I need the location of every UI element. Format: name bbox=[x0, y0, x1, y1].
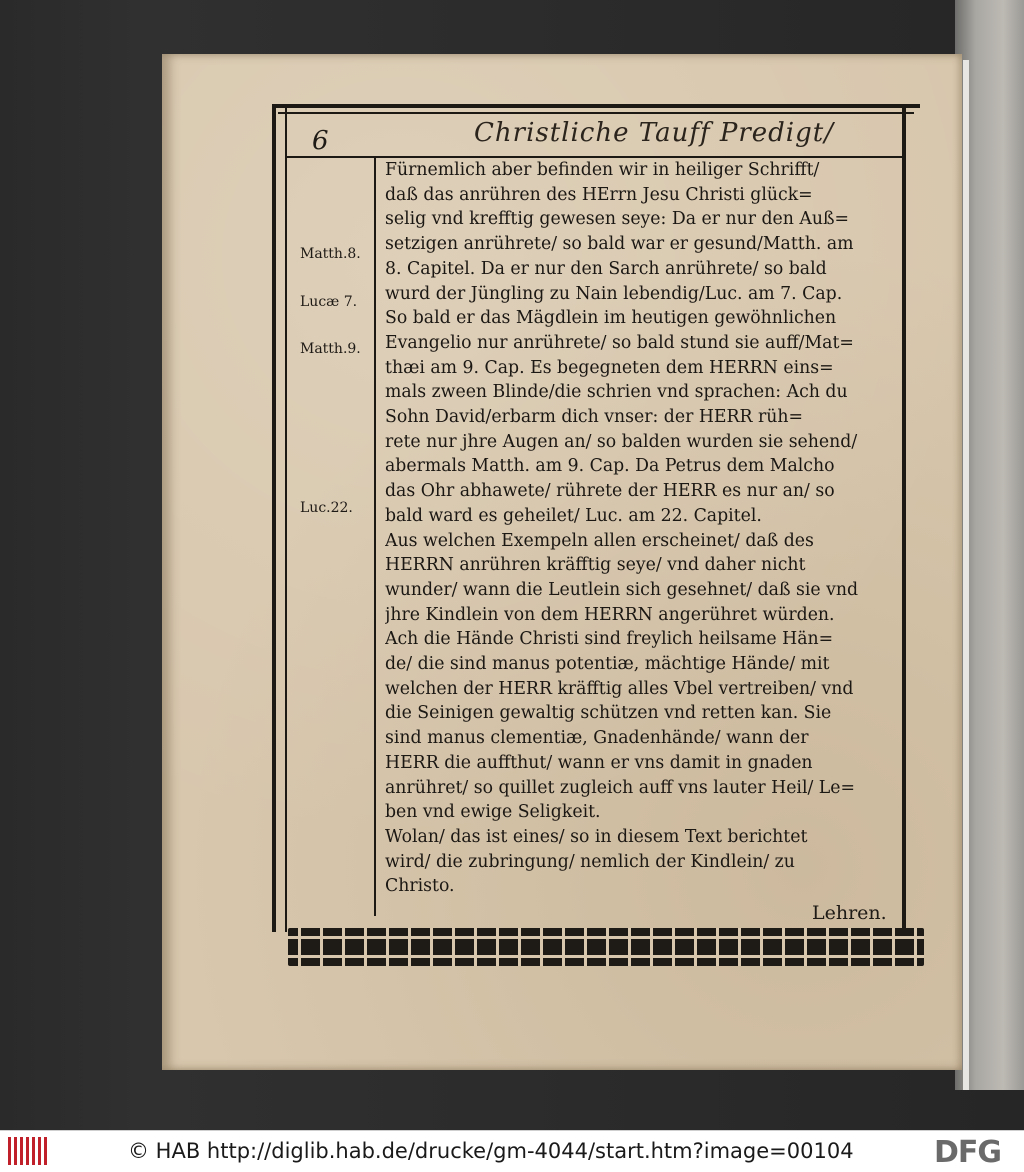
adjacent-page-edge bbox=[955, 0, 1024, 1090]
margin-note: Matth.8. bbox=[300, 246, 361, 262]
text-line: Sohn David/erbarm dich vnser: der HERR rüh= bbox=[385, 407, 804, 428]
text-line: mals zween Blinde/die schrien vnd sprachen: Ach du bbox=[385, 382, 848, 403]
text-line: de/ die sind manus potentiæ, mächtige Hände/ mit bbox=[385, 654, 830, 675]
text-line: die Seinigen gewaltig schützen vnd retten kan. Sie bbox=[385, 703, 832, 724]
text-line: sind manus clementiæ, Gnadenhände/ wann der bbox=[385, 728, 809, 749]
text-line: Fürnemlich aber befinden wir in heiliger Schrifft/ bbox=[385, 160, 820, 180]
frame-rule-left-inner bbox=[285, 104, 287, 932]
frame-rule-right bbox=[902, 104, 906, 936]
hab-logo-icon bbox=[8, 1137, 48, 1165]
margin-note: Lucæ 7. bbox=[300, 294, 358, 310]
text-line: wunder/ wann die Leutlein sich gesehnet/ daß sie vnd bbox=[385, 579, 859, 600]
text-line: jhre Kindlein von dem HERRN angerühret würden. bbox=[385, 604, 835, 625]
text-line: HERRN anrühren kräfftig seye/ vnd daher nicht bbox=[385, 555, 806, 576]
text-line: rete nur jhre Augen an/ so balden wurden sie sehend/ bbox=[385, 431, 858, 452]
ornament-band bbox=[288, 928, 924, 966]
text-line: Ach die Hände Christi sind freylich heilsame Hän= bbox=[385, 629, 834, 650]
text-line: wurd der Jüngling zu Nain lebendig/Luc. am 7. Cap. bbox=[385, 283, 843, 304]
text-line: wird/ die zubringung/ nemlich der Kindlein/ zu bbox=[385, 851, 795, 872]
text-line: Christo. bbox=[385, 876, 455, 897]
frame-rule-left bbox=[272, 104, 276, 932]
frame-rule-top-inner bbox=[278, 112, 914, 114]
text-line: welchen der HERR kräfftig alles Vbel vertreiben/ vnd bbox=[385, 678, 854, 699]
catchword: Lehren. bbox=[812, 902, 887, 924]
page-edge-strip bbox=[963, 60, 969, 1090]
text-line: daß das anrühren des HErrn Jesu Christi glück= bbox=[385, 184, 813, 205]
running-head: Christliche Tauff Predigt/ bbox=[474, 118, 834, 148]
text-line: 8. Capitel. Da er nur den Sarch anrührete/ so bald bbox=[385, 258, 827, 279]
text-line: bald ward es geheilet/ Luc. am 22. Capitel. bbox=[385, 505, 762, 526]
body-text bbox=[385, 158, 900, 899]
text-line: thæi am 9. Cap. Es begegneten dem HERRN eins= bbox=[385, 357, 834, 378]
text-line: Wolan/ das ist eines/ so in diesem Text berichtet bbox=[385, 826, 808, 847]
text-line: selig vnd krefftig gewesen seye: Da er nur den Auß= bbox=[385, 209, 850, 230]
frame-rule-top bbox=[272, 104, 920, 108]
viewer-footer bbox=[0, 1130, 1024, 1172]
text-line: abermals Matth. am 9. Cap. Da Petrus dem Malcho bbox=[385, 456, 835, 477]
text-line: Evangelio nur anrührete/ so bald stund sie auff/Mat= bbox=[385, 332, 854, 353]
text-line: das Ohr abhawete/ rührete der HERR es nur an/ so bbox=[385, 481, 835, 502]
text-line: So bald er das Mägdlein im heutigen gewöhnlichen bbox=[385, 308, 837, 329]
margin-column-rule bbox=[374, 156, 376, 916]
dfg-logo: DFG bbox=[934, 1135, 1002, 1170]
text-line: setzigen anrührete/ so bald war er gesund/Matth. am bbox=[385, 234, 854, 255]
margin-note: Matth.9. bbox=[300, 341, 361, 357]
source-credit-link[interactable]: © HAB http://diglib.hab.de/drucke/gm-4044/start.htm?image=00104 bbox=[128, 1139, 854, 1163]
text-line: ben vnd ewige Seligkeit. bbox=[385, 802, 601, 823]
margin-note: Luc.22. bbox=[300, 500, 353, 516]
text-line: HERR die auffthut/ wann er vns damit in gnaden bbox=[385, 752, 813, 773]
page-number: 6 bbox=[312, 126, 329, 156]
text-line: Aus welchen Exempeln allen erscheinet/ daß des bbox=[385, 530, 814, 551]
text-line: anrühret/ so quillet zugleich auff vns lauter Heil/ Le= bbox=[385, 777, 855, 798]
